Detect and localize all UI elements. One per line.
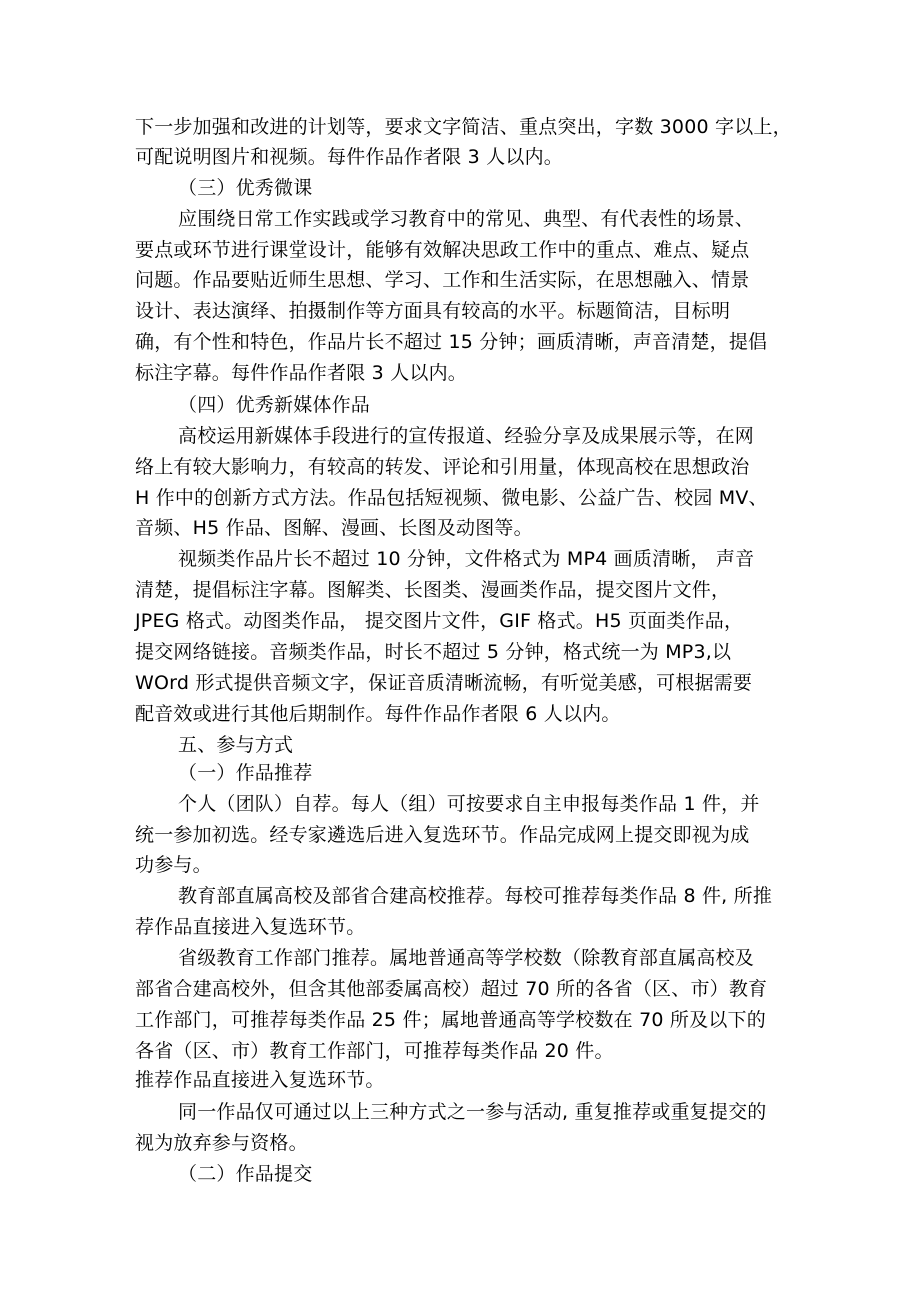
body-text-line: 高校运用新媒体手段进行的宣传报道、经验分享及成果展示等，在网: [178, 425, 755, 447]
body-text-line: 部省合建高校外，但含其他部委属高校）超过 70 所的各省（区、市）教育: [135, 978, 768, 1000]
body-text-line: 可配说明图片和视频。每件作品作者限 3 人以内。: [135, 146, 563, 168]
body-text-line: 下一步加强和改进的计划等，要求文字简洁、重点突出，字数 3000 字以上，: [135, 116, 792, 138]
body-text-line: 统一参加初选。经专家遴选后进入复选环节。作品完成网上提交即视为成: [135, 824, 750, 846]
body-text-line: 推荐作品直接进入复选环节。: [135, 1069, 385, 1091]
body-text-line: 功参与。: [135, 854, 212, 876]
section-heading: （二）作品提交: [178, 1163, 313, 1185]
body-text-line: JPEG 格式。动图类作品， 提交图片文件，GIF 格式。H5 页面类作品，: [135, 610, 744, 632]
body-text-line: 设计、表达演绎、拍摄制作等方面具有较高的水平。标题简洁，目标明: [135, 300, 731, 322]
body-text-line: 荐作品直接进入复选环节。: [135, 916, 366, 938]
body-text-line: 问题。作品要贴近师生思想、学习、工作和生活实际，在思想融入、情景: [135, 269, 750, 291]
body-text-line: 确，有个性和特色，作品片长不超过 15 分钟；画质清晰，声音清楚，提倡: [135, 331, 768, 353]
body-text-line: 各省（区、市）教育工作部门，可推荐每类作品 20 件。: [135, 1040, 614, 1062]
body-text-line: 同一作品仅可通过以上三种方式之一参与活动, 重复推荐或重复提交的: [178, 1101, 767, 1123]
body-text-line: 教育部直属高校及部省合建高校推荐。每校可推荐每类作品 8 件, 所推: [178, 885, 773, 907]
body-text-line: 个人（团队）自荐。每人（组）可按要求自主申报每类作品 1 件，并: [178, 793, 760, 815]
body-text-line: H 作中的创新方式方法。作品包括短视频、微电影、公益广告、校园 MV、: [135, 487, 768, 509]
section-heading: （三）优秀微课: [178, 177, 313, 199]
body-text-line: 配音效或进行其他后期制作。每件作品作者限 6 人以内。: [135, 703, 621, 725]
body-text-line: 音频、H5 作品、图解、漫画、长图及动图等。: [135, 517, 533, 539]
body-text-line: 清楚，提倡标注字幕。图解类、长图类、漫画类作品，提交图片文件，: [135, 579, 731, 601]
body-text-line: 络上有较大影响力，有较高的转发、评论和引用量，体现高校在思想政治: [135, 456, 750, 478]
body-text-line: WOrd 形式提供音频文字，保证音质清晰流畅，有听觉美感，可根据需要: [135, 672, 753, 694]
body-text-line: 省级教育工作部门推荐。属地普通高等学校数（除教育部直属高校及: [178, 947, 755, 969]
body-text-line: 视频类作品片长不超过 10 分钟，文件格式为 MP4 画质清晰， 声音: [178, 548, 755, 570]
body-text-line: 视为放弃参与资格。: [135, 1132, 308, 1154]
body-text-line: 标注字幕。每件作品作者限 3 人以内。: [135, 362, 467, 384]
body-text-line: 应围绕日常工作实践或学习教育中的常见、典型、有代表性的场景、: [178, 208, 755, 230]
body-text-line: 工作部门，可推荐每类作品 25 件；属地普通高等学校数在 70 所及以下的: [135, 1009, 766, 1031]
section-heading: （四）优秀新媒体作品: [178, 394, 371, 416]
body-text-line: 提交网络链接。音频类作品，时长不超过 5 分钟，格式统一为 MP3,以: [135, 641, 732, 663]
section-heading: 五、参与方式: [178, 734, 294, 756]
body-text-line: 要点或环节进行课堂设计，能够有效解决思政工作中的重点、难点、疑点: [135, 239, 750, 261]
section-heading: （一）作品推荐: [178, 762, 313, 784]
